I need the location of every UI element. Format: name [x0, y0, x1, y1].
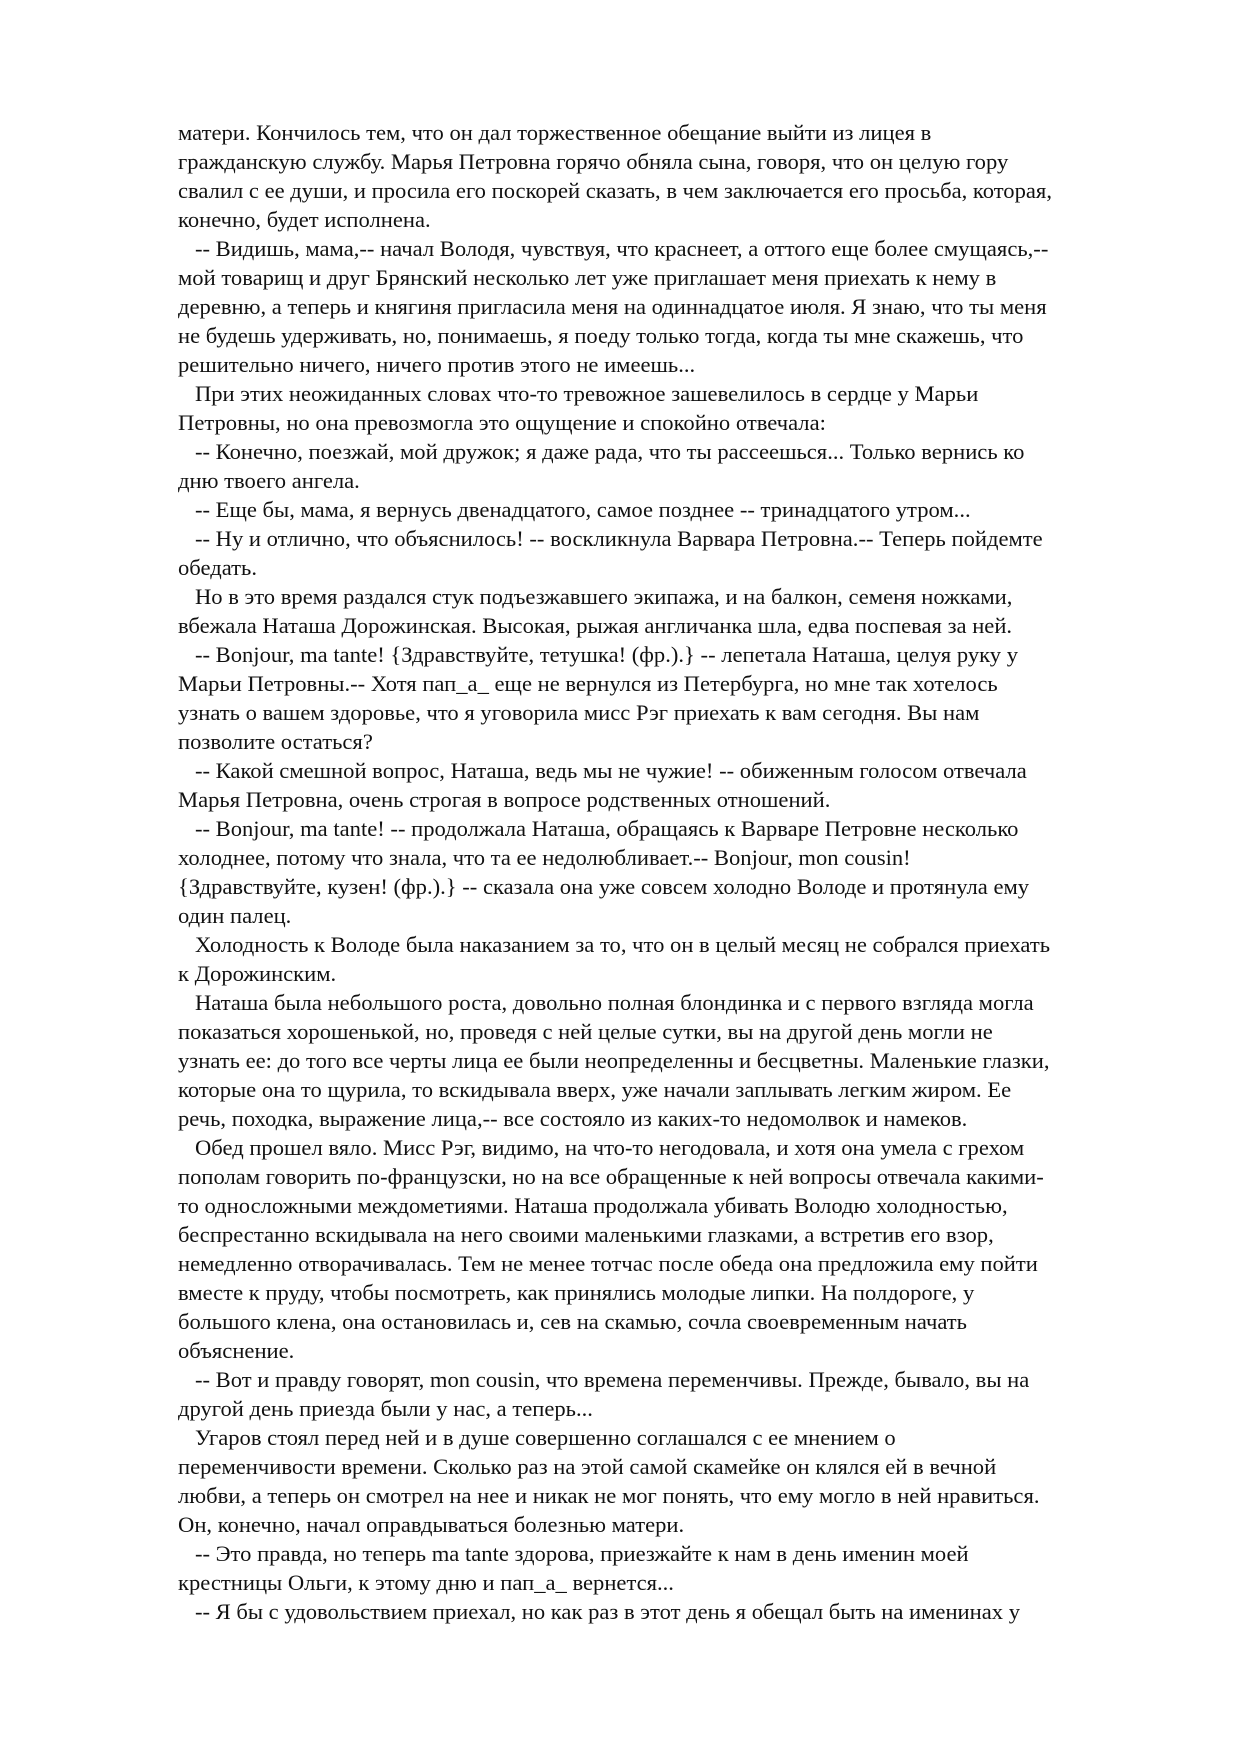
text-line: к Дорожинским. [178, 961, 337, 986]
text-line: Угаров стоял перед ней и в душе совершенно соглашался с ее мнением о [178, 1425, 896, 1450]
text-line: Марьи Петровны.-- Хотя пап_а_ еще не вернулся из Петербурга, но мне так хотелось [178, 671, 998, 696]
text-line: вместе к пруду, чтобы посмотреть, как принялись молодые липки. На полдороге, у [178, 1280, 975, 1305]
text-line: При этих неожиданных словах что-то тревожное зашевелилось в сердце у Марьи [178, 381, 979, 406]
text-line: Наташа была небольшого роста, довольно полная блондинка и с первого взгляда могла [178, 990, 1034, 1015]
text-line: холоднее, потому что знала, что та ее недолюбливает.-- Bonjour, mon cousin! [178, 845, 911, 870]
text-line: -- Я бы с удовольствием приехал, но как раз в этот день я обещал быть на именинах у [178, 1599, 1021, 1624]
text-line: {Здравствуйте, кузен! (фр.).} -- сказала она уже совсем холодно Володе и протянула ему [178, 874, 1030, 899]
text-line: конечно, будет исполнена. [178, 207, 431, 232]
text-line: показаться хорошенькой, но, проведя с ней целые сутки, вы на другой день могли не [178, 1019, 993, 1044]
text-line: свалил с ее души, и просила его поскорей сказать, в чем заключается его просьба, которая, [178, 178, 1052, 203]
text-line: Но в это время раздался стук подъезжавшего экипажа, и на балкон, семеня ножками, [178, 584, 1013, 609]
text-line: матери. Кончилось тем, что он дал торжественное обещание выйти из лицея в [178, 120, 932, 145]
text-line: -- Конечно, поезжай, мой дружок; я даже рада, что ты рассеешься... Только вернись ко [178, 439, 1025, 464]
text-line: беспрестанно вскидывала на него своими маленькими глазками, а встретив его взор, [178, 1222, 994, 1247]
text-line: -- Какой смешной вопрос, Наташа, ведь мы не чужие! -- обиженным голосом отвечала [178, 758, 1027, 783]
text-line: позволите остаться? [178, 729, 373, 754]
text-line: -- Еще бы, мама, я вернусь двенадцатого, самое позднее -- тринадцатого утром... [178, 497, 971, 522]
body-text [178, 118, 1153, 1626]
text-line: -- Bonjour, ma tante! {Здравствуйте, тетушка! (фр.).} -- лепетала Наташа, целуя руку у [178, 642, 1019, 667]
text-line: то односложными междометиями. Наташа продолжала убивать Володю холодностью, [178, 1193, 1008, 1218]
text-line: не будешь удерживать, но, понимаешь, я поеду только тогда, когда ты мне скажешь, что [178, 323, 1024, 348]
text-line: решительно ничего, ничего против этого не имеешь... [178, 352, 696, 377]
text-line: -- Ну и отлично, что объяснилось! -- воскликнула Варвара Петровна.-- Теперь пойдемте [178, 526, 1043, 551]
text-line: крестницы Ольги, к этому дню и пап_а_ вернется... [178, 1570, 674, 1595]
text-line: которые она то щурила, то вскидывала вверх, уже начали заплывать легким жиром. Ее [178, 1077, 1012, 1102]
text-line: Марья Петровна, очень строгая в вопросе родственных отношений. [178, 787, 831, 812]
text-line: гражданскую службу. Марья Петровна горячо обняла сына, говоря, что он целую гору [178, 149, 1009, 174]
text-line: пополам говорить по-французски, но на все обращенные к ней вопросы отвечала какими- [178, 1164, 1044, 1189]
text-line: Он, конечно, начал оправдываться болезнью матери. [178, 1512, 685, 1537]
text-line: Холодность к Володе была наказанием за то, что он в целый месяц не собрался приехать [178, 932, 1051, 957]
text-line: речь, походка, выражение лица,-- все состояло из каких-то недомолвок и намеков. [178, 1106, 968, 1131]
text-line: вбежала Наташа Дорожинская. Высокая, рыжая англичанка шла, едва поспевая за ней. [178, 613, 1013, 638]
text-line: один палец. [178, 903, 292, 928]
text-line: объяснение. [178, 1338, 295, 1363]
text-line: переменчивости времени. Сколько раз на этой самой скамейке он клялся ей в вечной [178, 1454, 997, 1479]
text-line: -- Видишь, мама,-- начал Володя, чувствуя, что краснеет, а оттого еще более смущаясь,-- [178, 236, 1049, 261]
text-line: -- Это правда, но теперь ma tante здорова, приезжайте к нам в день именин моей [178, 1541, 969, 1566]
text-line: мой товарищ и друг Брянский несколько лет уже приглашает меня приехать к нему в [178, 265, 997, 290]
text-line: узнать о вашем здоровье, что я уговорила мисс Рэг приехать к вам сегодня. Вы нам [178, 700, 980, 725]
text-line: -- Bonjour, ma tante! -- продолжала Наташа, обращаясь к Варваре Петровне несколько [178, 816, 1019, 841]
text-line: Обед прошел вяло. Мисс Рэг, видимо, на что-то негодовала, и хотя она умела с грехом [178, 1135, 1025, 1160]
text-line: большого клена, она остановилась и, сев на скамью, сочла своевременным начать [178, 1309, 967, 1334]
text-line: -- Вот и правду говорят, mon cousin, что времена переменчивы. Прежде, бывало, вы на [178, 1367, 1030, 1392]
text-line: деревню, а теперь и княгиня пригласила меня на одиннадцатое июля. Я знаю, что ты меня [178, 294, 1047, 319]
text-line: другой день приезда были у нас, а теперь... [178, 1396, 593, 1421]
text-line: любви, а теперь он смотрел на нее и никак не мог понять, что ему могло в ней нравиться. [178, 1483, 1040, 1508]
text-line: обедать. [178, 555, 257, 580]
text-line: узнать ее: до того все черты лица ее были неопределенны и бесцветны. Маленькие глазки, [178, 1048, 1050, 1073]
text-line: немедленно отворачивалась. Тем не менее тотчас после обеда она предложила ему пойти [178, 1251, 1038, 1276]
text-line: Петровны, но она превозмогла это ощущение и спокойно отвечала: [178, 410, 826, 435]
text-line: дню твоего ангела. [178, 468, 360, 493]
